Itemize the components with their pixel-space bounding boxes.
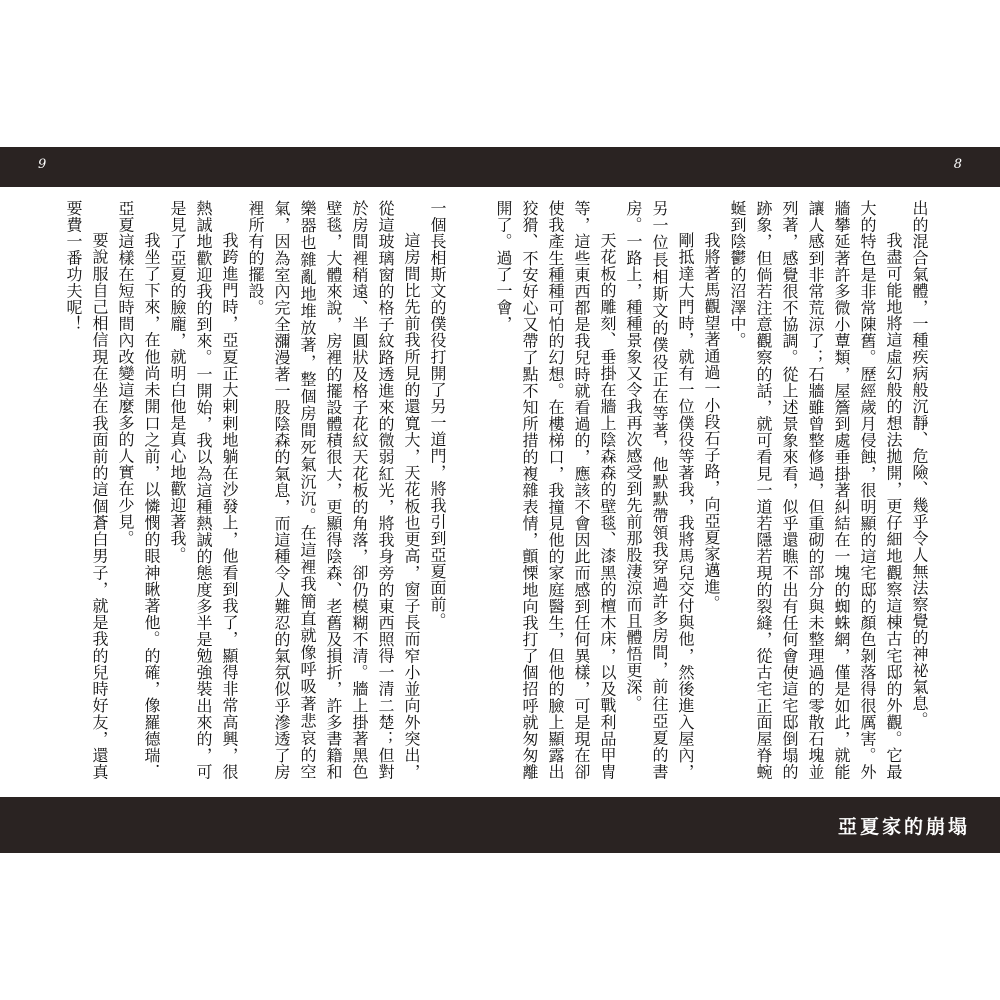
book-title: 亞夏家的崩塌	[837, 816, 970, 838]
left-page-number: 9	[38, 157, 47, 172]
paragraph: 我跨進門時，亞夏正大剌剌地躺在沙發上，他看到我了，顯得非常高興，很熱誠地歡迎我的到來。一開始，我以為這種熱誠的態度多半是勉強裝出來的，可是見了亞夏的臉龐，就明白他是真心地歡迎著我。	[168, 200, 239, 780]
paragraph: 天花板的雕刻、垂掛在牆上陰森森的壁毯、漆黑的檀木床，以及戰利品甲冑等，這些東西都是我兒時就看過的，應該不會因此而感到任何異樣，可是現在卻使我產生種種可怕的幻想。在樓梯口，我撞見他的家庭醫生，但他的臉上顯露出狡猾、不安好心又帶了點不知所措的複雜表情，顫慄地向我打了個招呼就匆匆離開了。過了一會，	[494, 200, 617, 780]
paragraph: 我將著馬觀望著通過一小段石子路，向亞夏家邁進。	[702, 232, 721, 612]
paragraph: 這房間比先前我所見的還寬大，天花板也更高，窗子長而窄小並向外突出，從這玻璃窗的格子紋路透進來的微弱紅光，將我身旁的東西照得一清二楚；但對於房間裡稍遠、半圓狀及格子花紋天花板的角落，卻仍模糊不清。牆上掛著黑色壁毯，大體來說，房裡的擺設體積很大，更顯得陰森、老舊及損折，許多書籍和樂器也雜亂地堆放著，整個房間死氣沉沉。在這裡我簡直就像呼吸著悲哀的空氣，因為室內完全瀰漫著一股陰森的氣息，而這種令人難忍的氣氛似乎滲透了房裡所有的擺設。	[246, 200, 421, 780]
paragraph: 剛抵達大門時，就有一位僕役等著我，我將馬兒交付與他，然後進入屋內，另一位長相斯文的僕役正在等著，他默默帶領我穿過許多房間，前往亞夏的書房。一路上，種種景象又令我再次感受到先前那股淒涼而且體悟更深。	[624, 200, 695, 780]
header-band	[0, 147, 1000, 187]
left-page-text	[64, 200, 450, 780]
paragraph: 一個長相斯文的僕役打開了另一道門，將我引到亞夏面前。	[428, 200, 447, 629]
right-page-text	[494, 200, 932, 780]
paragraph: 我盡可能地將這虛幻般的想法拋開，更仔細地觀察這棟古宅邸的外觀。它最大的特色是非常陳舊。歷經歲月侵蝕，很明顯的這宅邸的顏色剝落得很厲害。外牆攀延著許多微小蕈類，屋簷到處垂掛著糾結在一塊的蜘蛛網，僅是如此，就能讓人感到非常荒涼了；石牆雖曾整修過，但重砌的部分與未整理過的零散石塊並列著，感覺很不協調。從上述景象來看，似乎還瞧不出有任何會使這宅邸倒塌的跡象，但倘若注意觀察的話，就可看見一道若隱若現的裂縫，從古宅正面屋脊蜿蜒到陰鬱的沼澤中。	[728, 200, 903, 780]
right-page-number: 8	[953, 157, 962, 172]
footer-band	[0, 797, 1000, 853]
paragraph: 出的混合氣體，一種疾病般沉靜、危險、幾乎令人無法察覺的神祕氣息。	[910, 200, 929, 728]
paragraph: 要說服自己相信現在坐在我面前的這個蒼白男子，就是我的兒時好友，還真要費一番功夫呢！	[64, 200, 109, 780]
paragraph: 我坐了下來，在他尚未開口之前，以憐憫的眼神瞅著他。的確，像羅德瑞．亞夏這樣在短時間內改變這麼多的人實在少見。	[116, 200, 161, 780]
